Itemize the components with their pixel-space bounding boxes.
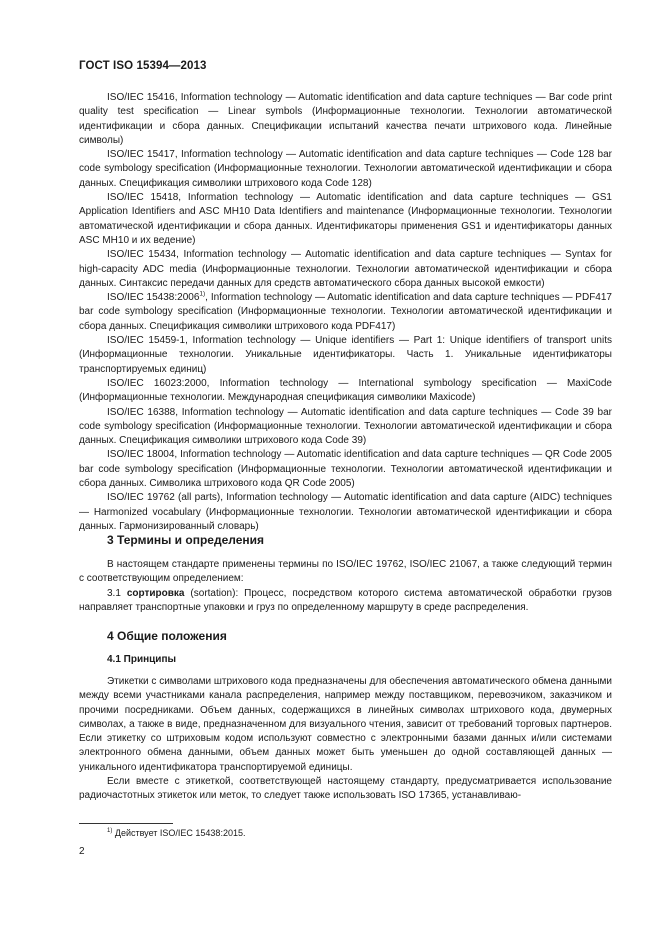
- subsection-title: 4.1 Принципы: [107, 654, 177, 665]
- reference-item: ISO/IEC 15434, Information technology — Automatic identification and data capture techniques — Syntax for high-capacity ADC media (Информационные технологии. Технологии автоматической идентификации и сбора данных. Синтаксис передачи данных для средств автоматического сбора данных высокой емкости): [79, 249, 612, 289]
- section-general: [79, 629, 612, 804]
- reference-code: ISO/IEC 15438:2006: [107, 292, 200, 304]
- paragraph: Если вместе с этикеткой, соответствующей настоящему стандарту, предусматривается использование радиочастотных этикеток или меток, то следует также использовать ISO 17365, устанавливаю-: [79, 776, 612, 802]
- footnote-divider: [79, 823, 173, 824]
- page-number: 2: [79, 846, 85, 857]
- reference-item: ISO/IEC 16388, Information technology — Automatic identification and data capture techniques — Code 39 bar code symbology specification (Информационные технологии. Технологии автоматической идентификации и сбора данных. Спецификация символики штрихового кода Code 39): [79, 406, 612, 447]
- document-header: ГОСТ ISO 15394—2013: [79, 60, 207, 72]
- section-title: 3 Термины и определения: [107, 533, 265, 547]
- footnote: [107, 828, 245, 838]
- reference-item: ISO/IEC 15459-1, Information technology — Unique identifiers — Part 1: Unique identifiers of transport units (Информационные технологии. Уникальные идентификаторы. Часть 1. Уникальные идентификаторы транспортируемых единиц): [79, 335, 612, 375]
- reference-item: ISO/IEC 19762 (all parts), Information technology — Automatic identification and data capture (AIDC) techniques — Harmonized vocabulary (Информационные технологии. Технологии автоматической идентификации и сбора данных. Гармонизированный словарь): [79, 492, 612, 532]
- footnote-text: Действует ISO/IEC 15438:2015.: [112, 828, 246, 838]
- section-terms: [79, 533, 612, 615]
- reference-item-15438: [79, 291, 612, 334]
- paragraph: Этикетки с символами штрихового кода предназначены для обеспечения автоматического обмена данными между всеми участниками канала распределения, например между поставщиком, перевозчиком, заказчиком и прочими посредниками. Объем данных, содержащихся в линейных символах штрихового кода, двумерных символах, а также в виде, предназначенном для визуального чтения, зависит от требований торговых партнеров. Если этикетку со штриховым кодом используют совместно с электронными базами данных и/или системами электронного обмена данными, объем данных может быть уменьшен до одной составляющей данных — уникального идентификатора транспортируемой единицы.: [79, 676, 612, 773]
- definition-number: 3.1: [107, 587, 127, 599]
- section-title: 4 Общие положения: [107, 629, 227, 643]
- section-intro: В настоящем стандарте применены термины по ISO/IEC 19762, ISO/IEC 21067, а также следующий термин с соответствующим определением:: [79, 559, 612, 585]
- reference-item: ISO/IEC 15417, Information technology — Automatic identification and data capture techniques — Code 128 bar code symbology specification (Информационные технологии. Технологии автоматической идентификации и сбора данных. Спецификация символики штрихового кода Code 128): [79, 149, 612, 189]
- reference-item: ISO/IEC 15416, Information technology — Automatic identification and data capture techniques — Bar code print quality test specification — Linear symbols (Информационные технологии. Технологии автоматической идентификации и сбора данных. Спецификации испытаний качества печати штрихового кода. Линейные символы): [79, 92, 612, 146]
- reference-item: ISO/IEC 15418, Information technology — Automatic identification and data capture techniques — GS1 Application Identifiers and ASC MH10 Data Identifiers and maintenance (Информационные технологии. Технологии автоматической идентификации и сбора данных. Идентификаторы применения GS1 и идентификаторы данных ASC MH10 и их ведение): [79, 192, 612, 246]
- reference-text: , Information technology — Automatic identification and data capture techniques — PDF417 bar code symbology specification (Информационные технологии. Технологии автоматической идентификации и сбора данных. Спецификация символики штрихового кода PDF417): [79, 292, 612, 332]
- reference-item: ISO/IEC 18004, Information technology — Automatic identification and data capture techniques — QR Code 2005 bar code symbology specification (Информационные технологии. Технологии автоматической идентификации и сбора данных. Символика штрихового кода QR Code 2005): [79, 449, 612, 490]
- footnote-marker[interactable]: 1): [199, 290, 206, 298]
- defined-term: сортировка: [126, 587, 185, 599]
- footnote-mark: 1): [107, 828, 113, 834]
- term-definition: [79, 587, 612, 616]
- reference-item: ISO/IEC 16023:2000, Information technology — International symbology specification — MaxiCode (Информационные технологии. Международная спецификация символики Maxicode): [79, 377, 612, 404]
- definition-text: (sortation): Процесс, посредством которого система автоматической обработки грузов направляет транспортные упаковки и груз по определенному маршруту в среде распределения.: [79, 587, 612, 613]
- normative-references-list: [79, 91, 612, 534]
